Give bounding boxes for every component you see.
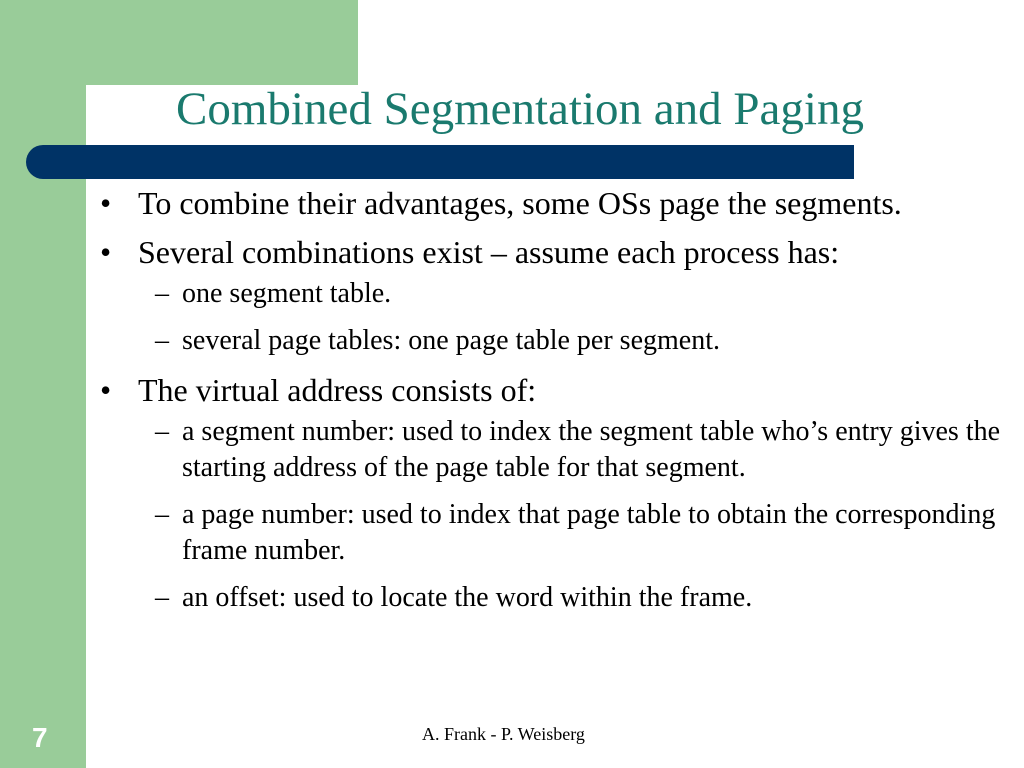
slide-number: 7 [32,722,48,753]
sub-bullet-text: an offset: used to locate the word within the frame. [182,582,753,613]
sub-bullet-item [138,414,1015,486]
sub-bullet-item [138,323,1015,359]
green-top-band [0,0,358,85]
sub-bullet-list [138,414,1015,616]
bullet-item [100,373,1015,616]
sub-bullet-item [138,580,1015,616]
slide-title: Combined Segmentation and Paging [176,83,864,135]
title-underline-bar [26,145,854,179]
sub-bullet-text: a page number: used to index that page table to obtain the corresponding frame number. [182,499,996,566]
footer-author: A. Frank - P. Weisberg [422,724,585,744]
bullet-marker: • [100,185,112,221]
bullet-text: The virtual address consists of: [138,372,537,408]
bullet-text: Several combinations exist – assume each process has: [138,234,840,270]
sub-bullet-text: a segment number: used to index the segment table who’s entry gives the starting address of the page table for that segment. [182,416,1001,483]
sub-bullet-text: several page tables: one page table per segment. [182,325,720,356]
sub-bullet-item [138,276,1015,312]
bullet-list [100,186,1015,630]
dash-marker: – [155,582,169,613]
sub-bullet-text: one segment table. [182,278,392,309]
green-sidebar [0,0,86,768]
bullet-item [100,186,1015,221]
dash-marker: – [155,499,169,530]
bullet-text: To combine their advantages, some OSs page the segments. [138,185,902,221]
dash-marker: – [155,416,169,447]
dash-marker: – [155,325,169,356]
sub-bullet-item [138,497,1015,569]
bullet-marker: • [100,234,112,270]
bullet-marker: • [100,372,112,408]
bullet-item [100,235,1015,359]
dash-marker: – [155,278,169,309]
sub-bullet-list [138,276,1015,359]
